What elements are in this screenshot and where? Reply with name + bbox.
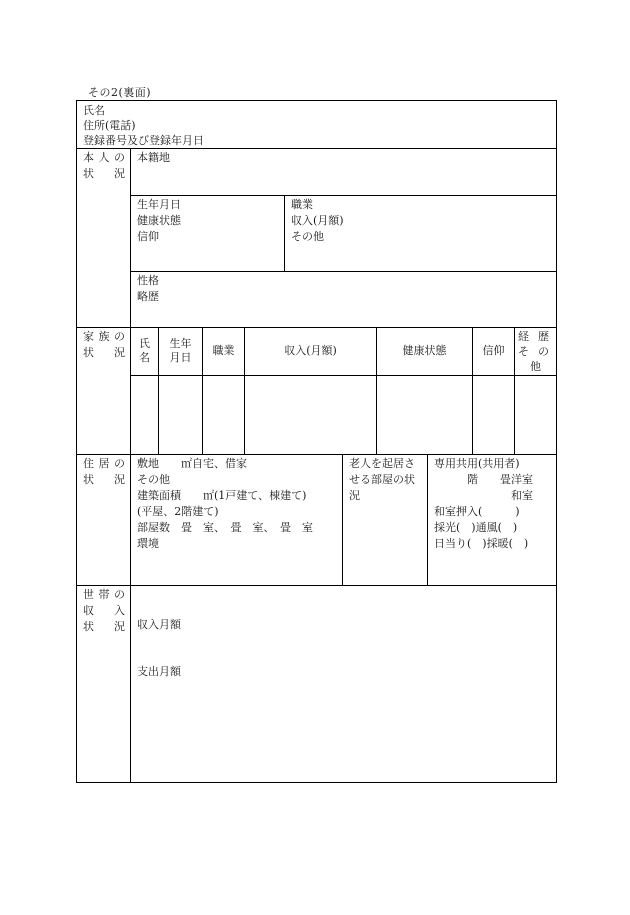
label-column-separator bbox=[130, 148, 131, 783]
family-col-occupation: 職業 bbox=[212, 344, 235, 357]
household-expense-label: 支出月額 bbox=[137, 665, 181, 678]
record-form-frame: 氏名 住所(電話) 登録番号及び登録年月日 本人の 状況 家族の 状況 住居の 状況 世帯の 収入 状況 本籍地 生年月日 健康状態 信仰 職業 収入(月額) その他 性格 略歴 氏 名 生年 月日 職業 収入(月額) 健康状態 信仰 経歴 その 他 敷地 ㎡自宅、借家 その他 建築面積 ㎡(1戸建て、棟建て) (平屋、2階建て) 部屋数 畳 室、 畳 室、 畳 室 環境 老人を起居さ せる部屋の状 況 専用共用(共用者) 階 畳洋室 和室 和室押入( ) 採光( )通風( ) 日当り( )採暖( ) 収入月額 支出月額 bbox=[76, 100, 557, 783]
household-income-label: 収入月額 bbox=[137, 618, 181, 631]
income-label: 収入(月額) bbox=[291, 214, 344, 227]
self-divider-1 bbox=[130, 195, 556, 196]
occupation-label: 職業 bbox=[291, 198, 313, 211]
personality-label: 性格 bbox=[137, 274, 159, 287]
birth-date-label: 生年月日 bbox=[137, 198, 181, 211]
divider-self bbox=[77, 327, 556, 328]
self-divider-2 bbox=[130, 271, 556, 272]
family-col-sep-6 bbox=[514, 327, 515, 454]
housing-separator-2 bbox=[427, 454, 428, 585]
self-inner-separator bbox=[284, 195, 285, 271]
domicile-label: 本籍地 bbox=[137, 151, 170, 164]
page-caption: その2(裏面) bbox=[88, 86, 152, 99]
family-col-health: 健康状態 bbox=[402, 344, 447, 357]
family-header-divider bbox=[130, 375, 556, 376]
family-col-income: 収入(月額) bbox=[284, 344, 337, 357]
health-label: 健康状態 bbox=[137, 214, 181, 227]
divider-housing bbox=[77, 585, 556, 586]
address-label: 住所(電話) bbox=[83, 119, 136, 132]
divider-header bbox=[77, 148, 556, 149]
family-col-faith: 信仰 bbox=[482, 344, 505, 357]
divider-family bbox=[77, 454, 556, 455]
history-label: 略歴 bbox=[137, 290, 159, 303]
name-label: 氏名 bbox=[83, 104, 105, 117]
housing-separator-1 bbox=[342, 454, 343, 585]
other-label: その他 bbox=[291, 230, 324, 243]
registration-label: 登録番号及び登録年月日 bbox=[83, 134, 204, 147]
faith-label: 信仰 bbox=[137, 230, 159, 243]
